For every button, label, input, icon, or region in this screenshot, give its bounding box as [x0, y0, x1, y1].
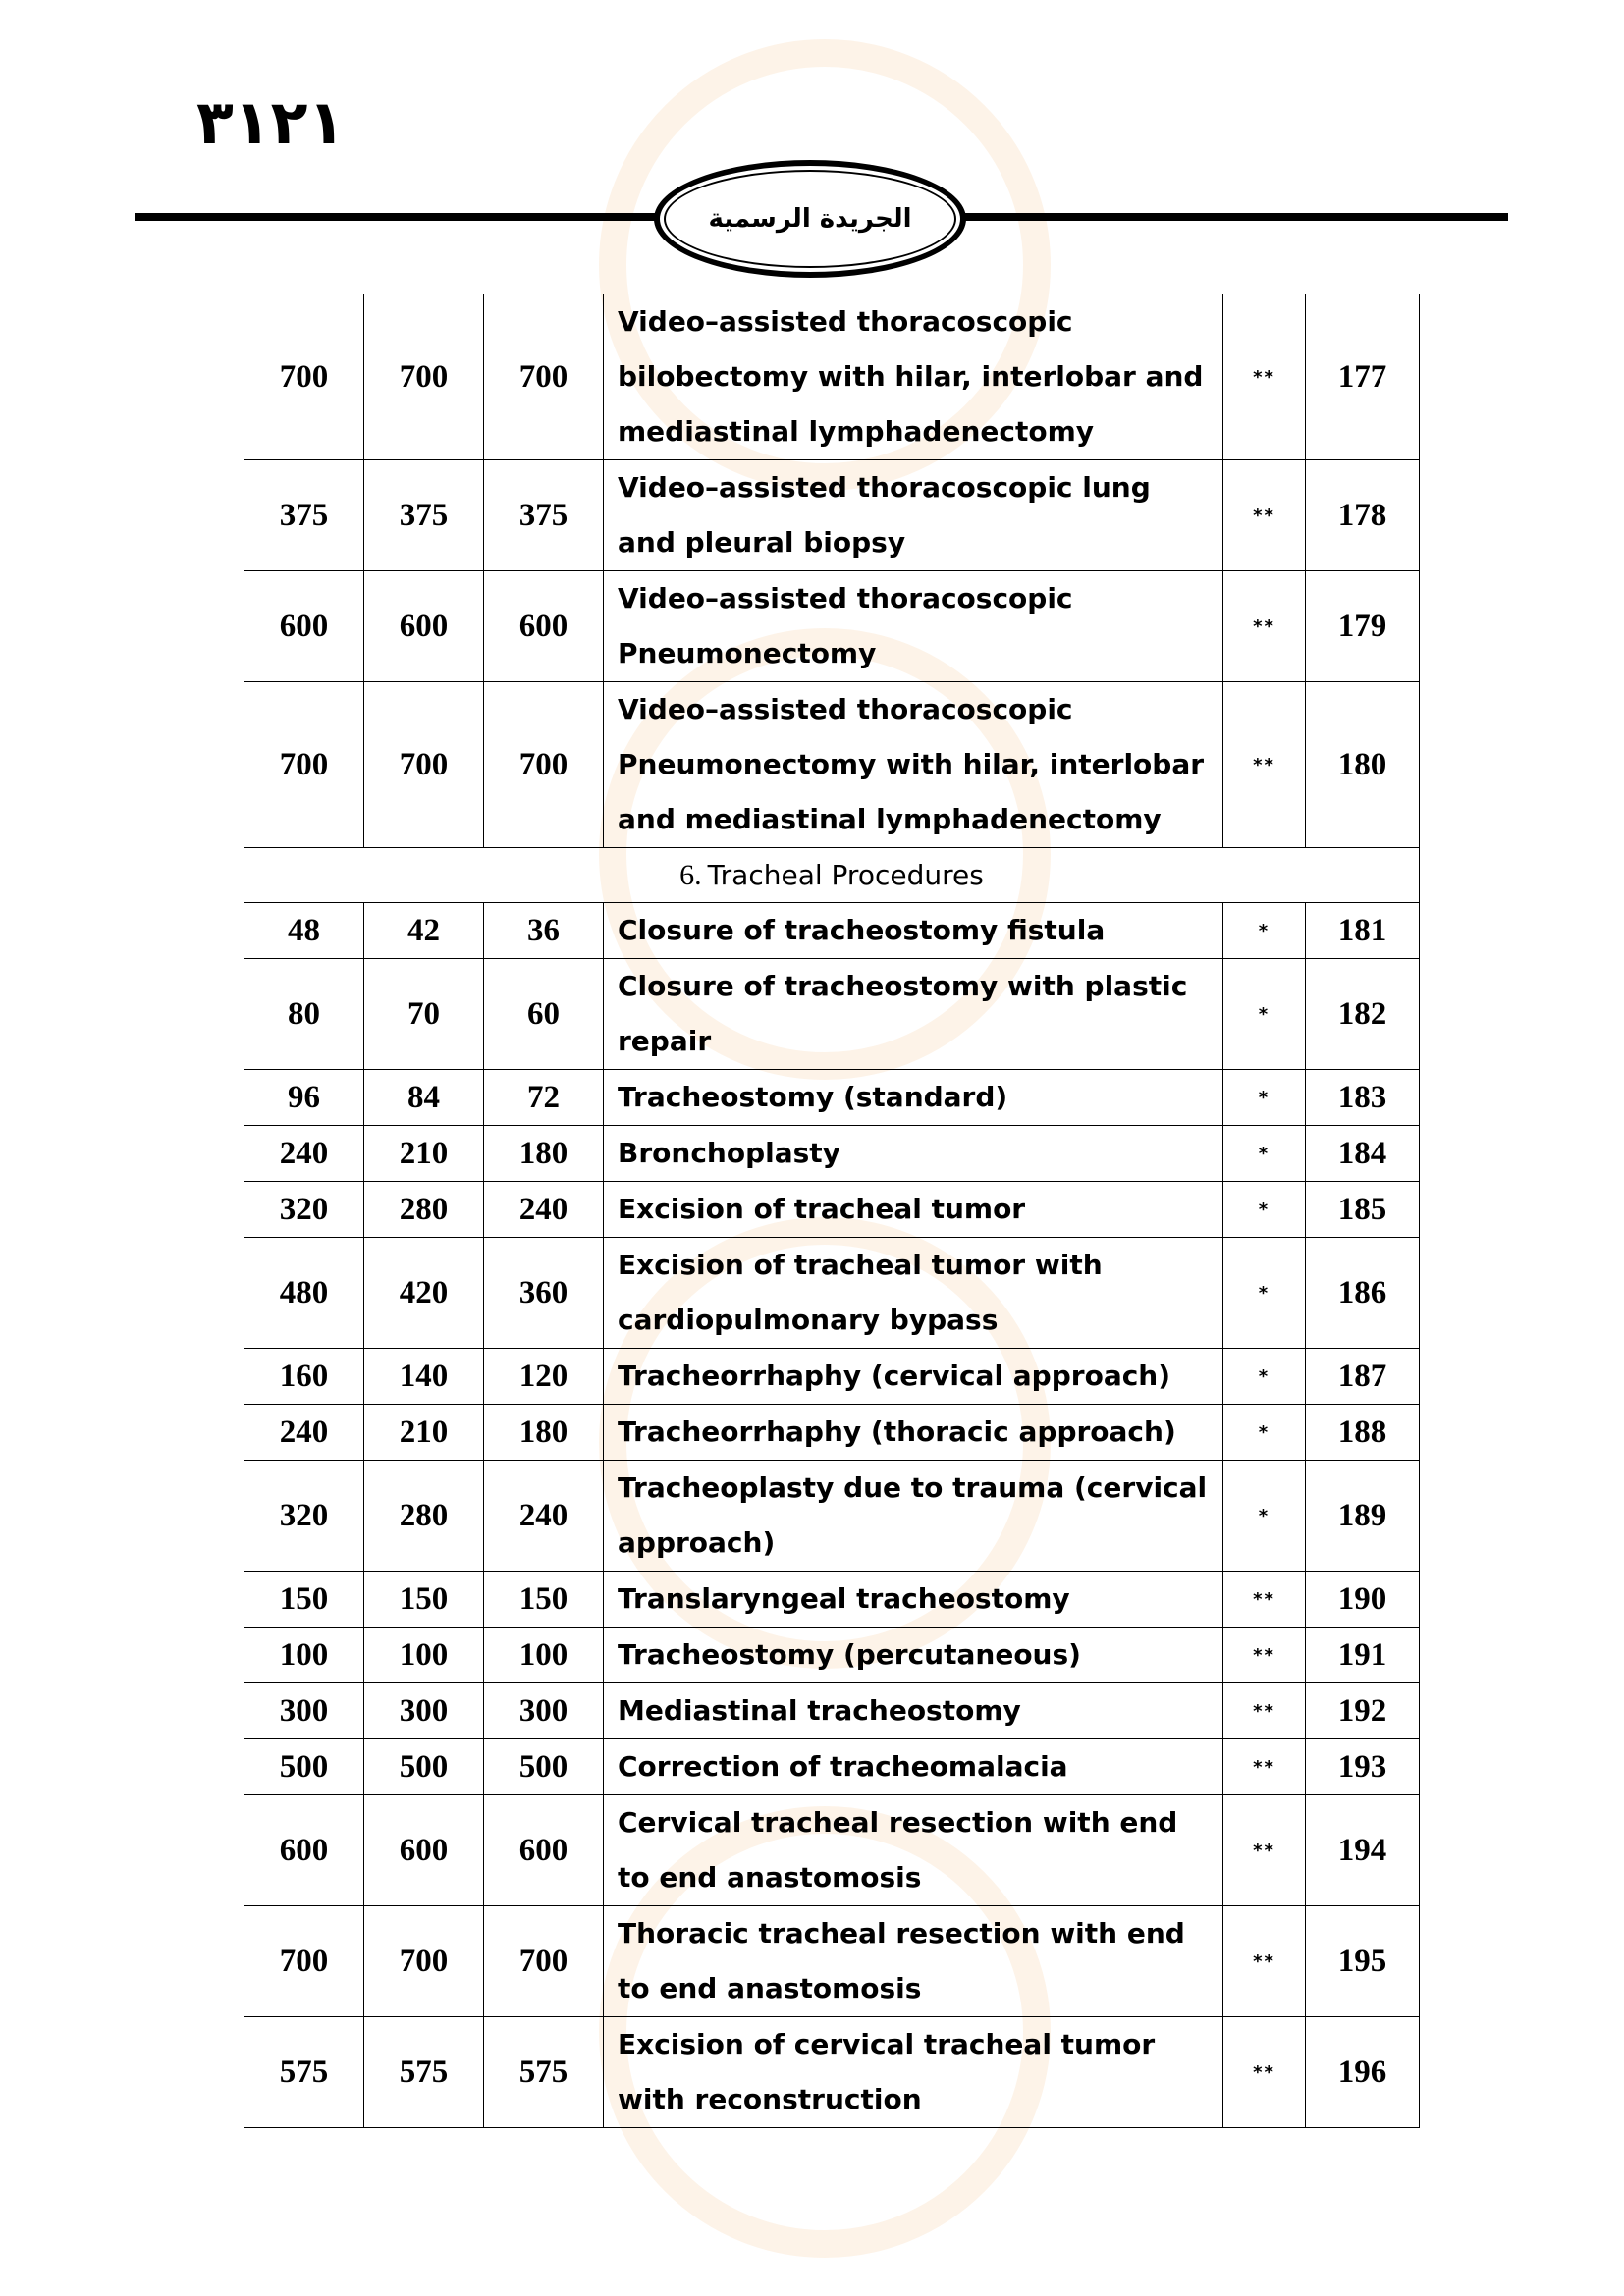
fee-value-3: 300: [484, 1683, 604, 1739]
category-mark: *: [1223, 1182, 1306, 1238]
table-row: [244, 1572, 1420, 1628]
table-row: [244, 682, 1420, 848]
fee-value-2: 210: [364, 1126, 484, 1182]
fee-value-2: 280: [364, 1461, 484, 1572]
table-row: [244, 1070, 1420, 1126]
fee-value-2: 300: [364, 1683, 484, 1739]
fee-value-2: 210: [364, 1405, 484, 1461]
fee-value-3: 60: [484, 959, 604, 1070]
table-row: [244, 959, 1420, 1070]
table-row: [244, 903, 1420, 959]
procedure-description: Closure of tracheostomy with plastic repair: [604, 959, 1223, 1070]
fee-value-1: 48: [244, 903, 364, 959]
procedure-description: Closure of tracheostomy fistula: [604, 903, 1223, 959]
procedure-number: 179: [1306, 571, 1420, 682]
fee-value-1: 160: [244, 1349, 364, 1405]
table-row: [244, 1795, 1420, 1906]
category-mark: **: [1223, 1683, 1306, 1739]
fee-value-2: 280: [364, 1182, 484, 1238]
fee-value-3: 100: [484, 1628, 604, 1683]
fee-value-2: 42: [364, 903, 484, 959]
fee-value-1: 600: [244, 571, 364, 682]
fee-value-3: 360: [484, 1238, 604, 1349]
section-title-cell: [244, 848, 1420, 903]
fee-value-3: 700: [484, 1906, 604, 2017]
page-number: ٣١٢١: [196, 86, 346, 158]
fee-value-3: 700: [484, 682, 604, 848]
fee-value-1: 575: [244, 2017, 364, 2128]
table-row: [244, 1405, 1420, 1461]
procedure-number: 180: [1306, 682, 1420, 848]
category-mark: *: [1223, 903, 1306, 959]
procedure-description: Excision of tracheal tumor with cardiopulmonary bypass: [604, 1238, 1223, 1349]
procedure-description: Translaryngeal tracheostomy: [604, 1572, 1223, 1628]
category-mark: **: [1223, 1572, 1306, 1628]
procedure-number: 193: [1306, 1739, 1420, 1795]
procedure-number: 190: [1306, 1572, 1420, 1628]
procedure-description: Video–assisted thoracoscopic Pneumonectomy: [604, 571, 1223, 682]
procedure-number: 186: [1306, 1238, 1420, 1349]
fee-value-2: 70: [364, 959, 484, 1070]
fee-value-2: 600: [364, 1795, 484, 1906]
fee-value-3: 120: [484, 1349, 604, 1405]
fee-value-2: 700: [364, 1906, 484, 2017]
fee-value-1: 96: [244, 1070, 364, 1126]
table-body-top: [244, 294, 1420, 848]
procedure-number: 192: [1306, 1683, 1420, 1739]
fee-value-3: 36: [484, 903, 604, 959]
procedure-description: Excision of cervical tracheal tumor with reconstruction: [604, 2017, 1223, 2128]
fee-value-1: 375: [244, 460, 364, 571]
table-row: [244, 1683, 1420, 1739]
fee-value-1: 700: [244, 294, 364, 460]
procedure-number: 191: [1306, 1628, 1420, 1683]
category-mark: **: [1223, 294, 1306, 460]
category-mark: **: [1223, 1795, 1306, 1906]
table-row: [244, 1461, 1420, 1572]
fee-value-2: 375: [364, 460, 484, 571]
table-row: [244, 1126, 1420, 1182]
category-mark: *: [1223, 1349, 1306, 1405]
fee-value-1: 240: [244, 1405, 364, 1461]
procedure-description: Tracheorrhaphy (thoracic approach): [604, 1405, 1223, 1461]
fee-value-3: 240: [484, 1461, 604, 1572]
gazette-title: الجريدة الرسمية: [708, 204, 912, 234]
fee-value-1: 500: [244, 1739, 364, 1795]
procedure-description: Excision of tracheal tumor: [604, 1182, 1223, 1238]
table-row: [244, 1349, 1420, 1405]
procedure-description: Video–assisted thoracoscopic bilobectomy with hilar, interlobar and mediastinal lymphadenectomy: [604, 294, 1223, 460]
category-mark: **: [1223, 1628, 1306, 1683]
section-number: 6.: [679, 858, 702, 891]
procedure-number: 184: [1306, 1126, 1420, 1182]
table-row: [244, 460, 1420, 571]
fee-value-1: 320: [244, 1182, 364, 1238]
procedure-description: Tracheoplasty due to trauma (cervical approach): [604, 1461, 1223, 1572]
category-mark: **: [1223, 1906, 1306, 2017]
category-mark: **: [1223, 682, 1306, 848]
procedure-description: Cervical tracheal resection with end to end anastomosis: [604, 1795, 1223, 1906]
table-row: [244, 1628, 1420, 1683]
table-body-bottom: [244, 903, 1420, 2128]
category-mark: **: [1223, 2017, 1306, 2128]
procedure-number: 188: [1306, 1405, 1420, 1461]
fee-value-3: 72: [484, 1070, 604, 1126]
category-mark: *: [1223, 1405, 1306, 1461]
table-row: [244, 1238, 1420, 1349]
fee-value-2: 150: [364, 1572, 484, 1628]
fee-value-3: 180: [484, 1405, 604, 1461]
category-mark: *: [1223, 1070, 1306, 1126]
header-emblem: [654, 160, 966, 278]
fee-value-1: 240: [244, 1126, 364, 1182]
category-mark: *: [1223, 1238, 1306, 1349]
category-mark: **: [1223, 1739, 1306, 1795]
fee-value-3: 700: [484, 294, 604, 460]
category-mark: **: [1223, 460, 1306, 571]
fee-value-2: 575: [364, 2017, 484, 2128]
procedure-description: Video–assisted thoracoscopic Pneumonectomy with hilar, interlobar and mediastinal lymphadenectomy: [604, 682, 1223, 848]
procedure-number: 185: [1306, 1182, 1420, 1238]
procedure-number: 177: [1306, 294, 1420, 460]
fee-value-1: 300: [244, 1683, 364, 1739]
fee-value-3: 180: [484, 1126, 604, 1182]
section-header: [244, 848, 1420, 903]
category-mark: **: [1223, 571, 1306, 682]
fee-value-1: 320: [244, 1461, 364, 1572]
table-row: [244, 571, 1420, 682]
fee-value-1: 700: [244, 682, 364, 848]
table-row: [244, 2017, 1420, 2128]
fee-value-1: 480: [244, 1238, 364, 1349]
fee-value-2: 600: [364, 571, 484, 682]
category-mark: *: [1223, 959, 1306, 1070]
procedure-number: 196: [1306, 2017, 1420, 2128]
procedure-number: 181: [1306, 903, 1420, 959]
fee-value-2: 100: [364, 1628, 484, 1683]
procedure-number: 189: [1306, 1461, 1420, 1572]
procedure-description: Tracheostomy (standard): [604, 1070, 1223, 1126]
fee-value-2: 700: [364, 294, 484, 460]
fee-value-3: 600: [484, 1795, 604, 1906]
procedure-number: 194: [1306, 1795, 1420, 1906]
fee-value-2: 420: [364, 1238, 484, 1349]
fee-value-3: 600: [484, 571, 604, 682]
procedure-number: 183: [1306, 1070, 1420, 1126]
procedure-description: Tracheorrhaphy (cervical approach): [604, 1349, 1223, 1405]
fee-value-2: 700: [364, 682, 484, 848]
fee-value-1: 700: [244, 1906, 364, 2017]
fee-table: [244, 294, 1420, 2128]
fee-value-3: 240: [484, 1182, 604, 1238]
fee-value-3: 575: [484, 2017, 604, 2128]
procedure-description: Thoracic tracheal resection with end to end anastomosis: [604, 1906, 1223, 2017]
procedure-description: Correction of tracheomalacia: [604, 1739, 1223, 1795]
procedure-number: 182: [1306, 959, 1420, 1070]
category-mark: *: [1223, 1461, 1306, 1572]
fee-value-1: 600: [244, 1795, 364, 1906]
fee-value-3: 500: [484, 1739, 604, 1795]
procedure-number: 195: [1306, 1906, 1420, 2017]
procedure-description: Tracheostomy (percutaneous): [604, 1628, 1223, 1683]
procedure-description: Bronchoplasty: [604, 1126, 1223, 1182]
fee-value-1: 80: [244, 959, 364, 1070]
table-row: [244, 1182, 1420, 1238]
table-row: [244, 1906, 1420, 2017]
fee-value-2: 140: [364, 1349, 484, 1405]
fee-value-2: 500: [364, 1739, 484, 1795]
fee-value-1: 150: [244, 1572, 364, 1628]
procedure-number: 187: [1306, 1349, 1420, 1405]
section-title: Tracheal Procedures: [707, 858, 984, 891]
table-row: [244, 294, 1420, 460]
fee-value-1: 100: [244, 1628, 364, 1683]
category-mark: *: [1223, 1126, 1306, 1182]
procedure-description: Mediastinal tracheostomy: [604, 1683, 1223, 1739]
fee-value-2: 84: [364, 1070, 484, 1126]
procedure-description: Video–assisted thoracoscopic lung and pleural biopsy: [604, 460, 1223, 571]
table-row: [244, 1739, 1420, 1795]
fee-value-3: 375: [484, 460, 604, 571]
procedure-number: 178: [1306, 460, 1420, 571]
fee-value-3: 150: [484, 1572, 604, 1628]
